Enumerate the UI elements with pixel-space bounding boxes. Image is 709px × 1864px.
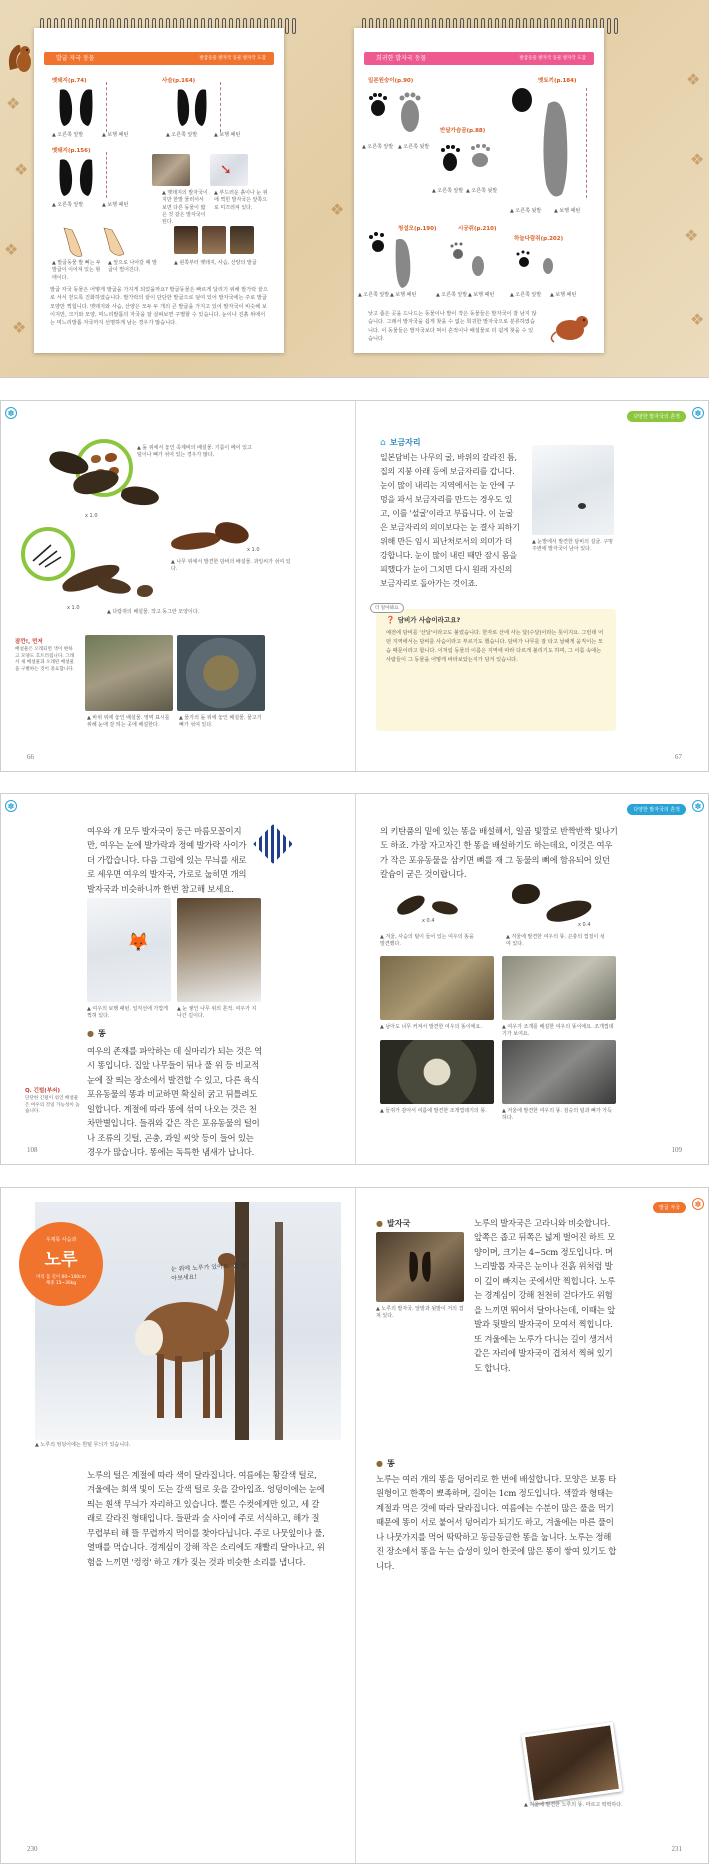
species-label: 반달가슴곰(p.88) — [440, 128, 486, 134]
photo-caption: ▲ 여우가 조개를 배설한 여우의 똥이에요. 조개껍데기가 보여요. — [502, 1024, 614, 1037]
photo-caption: ▲ 겨울에 발견한 여우의 똥. 짐승의 털과 뼈가 가득하다. — [502, 1108, 612, 1121]
pattern-illustration — [253, 824, 293, 864]
scale-label: x 0.4 — [422, 918, 435, 924]
scat-squirrel — [137, 585, 153, 597]
caption: ▲ 앞으로 나아갈 때 발굽이 벌어진다. — [108, 260, 157, 274]
hoof-track-icon — [56, 86, 96, 132]
side-note-body: 배설물은 오래되면 색이 변하고 모양도 흐트러집니다. 그래서 새 배설물과 오래된 배설물을 구별하는 것이 중요합니다. — [15, 647, 75, 672]
side-note-title: Q. 긴털(부쇠) — [25, 1088, 60, 1094]
caption: ▲ 발굽동물 발 뼈는 두 발굽이 이어져 있는 형태이다. — [52, 260, 101, 281]
scat-photo — [522, 1722, 623, 1804]
caption: ▲ 오른쪽 뒷발 — [510, 208, 542, 214]
tip-body: 예전에 담비를 '산달'이라고도 불렀습니다. 한자로 산에 사는 달(수달)이라는 뜻이지요. 그런데 어떤 지역에서는 담비를 사슴이라고 부르기도 했습니다. 담비가 나무를 잘 타고 날쌔게 움직이는 모습 때문이라고 합니다. 이처럼 동물의 이름은 지역에 따라 다르게 불리기도 하며, 그 이름 속에는 사람들이 그 동물을 어떻게 바라보았는지가 담겨 있습니다. — [386, 630, 604, 664]
header-title: 희귀한 발자국 동물 — [376, 55, 427, 62]
scat-icon: ● — [376, 1459, 383, 1468]
gait-pattern — [586, 88, 590, 198]
spread-1 — [0, 0, 709, 378]
photo-caption: ▲ 여우의 보행 패턴. 일직선에 가깝게 찍혀 있다. — [87, 1006, 169, 1019]
fox-icon: 🦊 — [127, 932, 150, 953]
tip-label: 더 알아봐요 — [370, 603, 404, 613]
photo-caption: ▲ 노루의 발자국. 앞발과 뒷발이 거의 겹쳐 있다. — [376, 1306, 464, 1319]
paw-print-icon: ❖ — [686, 70, 701, 89]
species-label: 청설모(p.190) — [398, 226, 437, 232]
spread-2 — [0, 400, 709, 772]
page-number: 230 — [27, 1845, 38, 1853]
scat-photo-rock — [85, 635, 173, 711]
caption: ▲ 오른쪽 앞발 — [52, 202, 84, 208]
section-header — [44, 52, 274, 65]
fox-scat — [512, 884, 540, 904]
scat-photo — [380, 1040, 494, 1104]
caption: ▲ 오른쪽 뒷발 — [466, 188, 498, 194]
species-label: 일본원숭이(p.90) — [368, 78, 414, 84]
header-subtitle: 발굽동물 발자국 동물 발자국 도감 — [519, 56, 586, 61]
scale-label: x 1.0 — [67, 605, 80, 611]
caption: ▲ 오른쪽 앞발 — [52, 132, 84, 138]
photo-caption: ▲ 들쥐가 감아서 여름에 발견한 조개껍데기의 똥. — [380, 1108, 487, 1114]
spread-3 — [0, 793, 709, 1165]
section-title: ● 발자국 — [376, 1219, 411, 1228]
scat-photo — [380, 956, 494, 1020]
badge-subtitle: 우제목 사슴과 — [45, 1237, 77, 1243]
fox-scat — [394, 892, 427, 917]
photo-caption: ▲ 노루의 엉덩이에는 흰털 무늬가 있습니다. — [35, 1442, 131, 1448]
section-header — [364, 52, 594, 65]
section-title: ● 똥 — [376, 1459, 395, 1468]
body-text: 노루의 발자국은 고라니와 비슷합니다. 앞쪽은 좁고 뒤쪽은 넓게 벌어진 하트 모양이며, 크기는 4~5cm 정도입니다. 며느리발톱 자국은 눈이나 진흙 위처럼 발이 깊이 빠지는 곳에서만 찍힙니다. 노루는 경계심이 강해 천천히 걷다가도 위험을 느끼면 뛰어서 달아나는데, 이때는 앞발과 뒷발의 발자국이 모여서 찍힙니다. 또 겨울에는 노루가 다니는 길이 생겨서 같은 자리에 발자국이 겹쳐서 찍혀 있기도 합니다. — [474, 1218, 616, 1373]
species-label: 시궁쥐(p.210) — [458, 226, 497, 232]
footprint-photo — [376, 1232, 464, 1302]
species-label: 사슴(p.164) — [162, 78, 196, 84]
tip-title: ❓ 담비가 사슴이라고요? — [386, 615, 461, 624]
header-title: 발굽 자국 동물 — [56, 55, 95, 62]
photo-caption: ▲ 눈밭에서 발견한 담비의 설굴. 구멍 주변에 발자국이 남아 있다. — [532, 539, 614, 552]
caption: ▲ 왼쪽부터 멧돼지, 사슴, 산양의 발굽 — [174, 260, 257, 266]
scat-weasel — [96, 575, 132, 597]
snow-track-photo — [210, 154, 248, 186]
caption: ▲ 오른쪽 뒷발 — [398, 144, 430, 150]
species-label: 멧돼지(p.74) — [52, 78, 87, 84]
gait-pattern — [106, 152, 116, 198]
paw-print-icon: ❖ — [330, 200, 345, 219]
fox-trail-photo — [177, 898, 261, 1002]
chapter-tab: 다양한 발자국의 흔적 — [627, 804, 686, 815]
photo-caption: ▲ 눈 쌓인 나무 위의 흔적. 여우가 지나간 길이다. — [177, 1006, 257, 1019]
photo-caption: ▲ 겨울에 발견한 노루의 똥. 마르고 딱딱하다. — [524, 1802, 623, 1808]
caption: ▲ 오른쪽 앞발 — [432, 188, 464, 194]
badge-name: 노루 — [44, 1250, 78, 1270]
photo-caption: ▲ 겨울, 사슴의 털이 들어 있는 여우의 똥을 발견했다. — [380, 934, 474, 947]
photo-caption: ▲ 겨울에 발견한 여우의 똥. 곤충의 껍질이 섞여 있다. — [506, 934, 605, 947]
hoof-photo-boar — [174, 226, 198, 254]
paw-track-icon — [504, 84, 594, 208]
page-number: 66 — [27, 753, 34, 761]
species-label: 멧토끼(p.184) — [538, 78, 577, 84]
scat-photo — [502, 956, 616, 1020]
paw-track-icon — [366, 230, 430, 294]
page-number: 231 — [671, 1845, 682, 1853]
page-number: 108 — [27, 1146, 38, 1154]
paw-track-icon — [366, 86, 430, 144]
track-photo — [152, 154, 190, 186]
notebook-page-right — [354, 28, 604, 353]
chapter-tab: 발굽 자국 — [653, 1202, 686, 1213]
caption: ▲ 보행 패턴 — [550, 292, 577, 298]
paw-badge-icon: ✽ — [692, 1198, 704, 1210]
scale-label: x 0.4 — [578, 922, 591, 928]
hoof-track-icon — [174, 86, 210, 132]
caption: ▲ 오른쪽 앞발 — [436, 292, 468, 298]
section-title: ● 똥 — [87, 1029, 106, 1038]
rat-illustration — [550, 308, 594, 348]
species-badge — [19, 1222, 103, 1306]
callout-text: ▲ 돌 위에서 놓인 족제비의 배설물. 기름이 베어 있고 털이나 뼈가 섞여 있는 경우가 많다. — [137, 445, 252, 458]
photo-caption: ▲ 물가의 돌 위에 놓인 배설물. 물고기 뼈가 섞여 있다. — [179, 715, 262, 728]
caption: ▲ 보행 패턴 — [554, 208, 581, 214]
paw-badge-icon: ✽ — [5, 800, 17, 812]
hoof-photo-deer — [202, 226, 226, 254]
caption: ▲ 오른쪽 앞발 — [358, 292, 390, 298]
species-label: 하늘다람쥐(p.202) — [514, 236, 564, 242]
spread-4 — [0, 1187, 709, 1864]
caption: ▲ 오른쪽 앞발 — [362, 144, 394, 150]
fox-track-photo — [87, 898, 171, 1002]
body-text: 노루의 털은 계절에 따라 색이 달라집니다. 여름에는 황갈색 털로, 겨울에는 회색 빛이 도는 갈색 털로 옷을 갈아입죠. 엉덩이에는 눈에 띄는 흰색 무늬가 자리하고 있습니다. 뿔은 수컷에게만 있고, 세 갈래로 갈라진 형태입니다. 들판과 숲 사이에 주로 서식하고, 해가 질 무렵부터 해 뜰 무렵까지 먹이를 찾아다닙니다. 주로 나뭇잎이나 풀, 열매를 먹습니다. 경계심이 강해 작은 소리에도 재빨리 달아나고, 위험을 느끼면 '컹컹' 하고 개가 짖는 것과 비슷한 소리를 냅니다. — [87, 1470, 325, 1567]
paw-badge-icon: ✽ — [692, 800, 704, 812]
paw-print-icon: ❖ — [6, 94, 21, 113]
paw-print-icon: ❖ — [4, 240, 19, 259]
caption: ▲ 부드러운 흙이나 눈 위에 찍힌 발자국은 앞쪽으로 미끄러져 있다. — [214, 190, 268, 211]
scat-photo-water — [177, 635, 265, 711]
notebook-page-left — [34, 28, 284, 353]
hoof-photo-goat — [230, 226, 254, 254]
fox-scat — [431, 899, 459, 917]
badge-spec: 머리 몸 길이 80~100cm — [36, 1275, 86, 1280]
speech-annotation: 눈 위에 노루가 있어요. 잘 찾아보세요! — [170, 1262, 247, 1283]
gait-pattern — [106, 82, 116, 132]
paw-print-icon: ❖ — [690, 150, 705, 169]
paw-badge-icon: ✽ — [692, 407, 704, 419]
scale-label: x 1.0 — [85, 513, 98, 519]
body-text: 일본담비는 나무의 굴, 바위의 갈라진 틈, 집의 지붕 아래 등에 보금자리를 갑니다. 눈이 많이 내리는 지역에서는 눈 안에 구멍을 파서 보금자리를 만드는 경우도 있고, 이를 '설굴'이라고 부릅니다. 이 눈굴은 보금자리의 의미보다는 눈 결사 피하기 위해 만든 임시 피난처로서의 의미가 더 강합니다. 눈이 많이 내린 때만 잠시 몸을 피했다가 눈이 그치면 다시 원래 자신의 보금자리로 돌아가는 것이죠. — [380, 453, 520, 588]
scat-icon: ● — [87, 1029, 94, 1038]
snow-den-photo — [532, 445, 614, 535]
scat-marten — [170, 530, 221, 551]
magnifier-circle — [21, 527, 75, 581]
tip-box — [375, 606, 616, 731]
caption: ▲ 보행 패턴 — [390, 292, 417, 298]
page-109 — [356, 794, 708, 1164]
photo-caption: ▲ 바위 위에 놓인 배설물. 영역 표시를 위해 눈에 잘 띄는 곳에 배설한다. — [87, 715, 170, 728]
caption: ▲ 멧돼지의 발자국이지만 한발 물러서서 보면 다른 동물이 밟은 것 같은 발자국이 된다. — [162, 190, 208, 225]
species-label: 멧돼지(p.156) — [52, 148, 91, 154]
page-108 — [1, 794, 355, 1164]
body-text: 여우의 존재를 파악하는 데 실마리가 되는 것은 역시 똥입니다. 집앞 나무들이 뒤나 풀 위 등 비교적 눈에 잘 띄는 장소에서 발견할 수 있고, 다른 육식 포유동물의 똥과 비교하면 확실히 굵고 뒤틀려도 일합니다. 계절에 따라 똥에 섞여 나오는 것은 천차만별입니다. 들쥐와 같은 작은 포유동물의 털이나 조류의 깃털, 곤충, 과일 씨앗 등이 들어 있는 경우가 많습니다. 똥에는 독특한 냄새가 납니다. — [87, 1046, 263, 1158]
paw-print-icon: ❖ — [12, 318, 27, 337]
callout-text: ▲ 다람쥐의 배설물. 작고 동그란 모양이다. — [107, 609, 200, 615]
page-number: 67 — [675, 753, 682, 761]
caption: ▲ 보행 패턴 — [214, 132, 241, 138]
page-67 — [356, 401, 708, 771]
scat-photo — [502, 1040, 616, 1104]
paw-print-icon: ❖ — [684, 226, 699, 245]
section-title: ⌂ 보금자리 — [380, 437, 421, 448]
side-note-title: 잠깐!, 먼저 — [15, 639, 43, 645]
hoof-track-icon — [56, 156, 96, 202]
header-subtitle: 발굽동물 발자국 동물 발자국 도감 — [199, 56, 266, 61]
caption: ▲ 오른쪽 앞발 — [510, 292, 542, 298]
paw-track-icon — [446, 236, 496, 290]
question-icon: ❓ — [386, 615, 395, 624]
scat-marten — [213, 518, 252, 548]
chapter-tab: 다양한 발자국의 흔적 — [627, 411, 686, 422]
gait-pattern — [220, 82, 230, 132]
intro-text: 의 키탄품의 밑에 있는 똥을 배설해서, 일곱 빛깔로 반짝반짝 빛나기도 하죠. 가장 자고자긴 한 똥을 배설하기도 하는데요, 이것은 여우가 작은 포유동물을 삼키면 뼈를 재 그 동물의 뼈에 함유되어 있던 칼슘이 굳은 것이랍니다. — [380, 826, 618, 880]
footprint-icon: ● — [376, 1219, 383, 1228]
badge-spec: 체중 15~30kg — [45, 1281, 77, 1286]
caption: ▲ 오른쪽 앞발 — [166, 132, 198, 138]
paw-track-icon — [514, 244, 584, 292]
paw-print-icon: ❖ — [14, 160, 29, 179]
page-66 — [1, 401, 355, 771]
paw-track-icon — [438, 136, 498, 190]
side-note — [25, 1086, 81, 1116]
squirrel-illustration — [6, 40, 34, 76]
fox-scat — [545, 897, 594, 924]
page-231 — [356, 1188, 708, 1863]
body-text: 노루는 여러 개의 똥을 덩어리로 한 번에 배설합니다. 모양은 보통 타원형이고 한쪽이 뾰족하며, 길이는 1cm 정도입니다. 색깔과 형태는 계절과 먹은 것에 따라 달라집니다. 여름에는 수분이 많은 풀을 먹기 때문에 똥이 서로 붙어서 덩어리가 되기도 하고, 겨울에는 마른 풀이나 나뭇가지를 먹어 딱딱하고 동글동글한 똥을 눕니다. 노루는 정해진 장소에서 똥을 누는 습성이 있어 한곳에 많은 똥이 쌓여 있기도 합니다. — [376, 1474, 617, 1571]
arrow-icon: ➘ — [220, 162, 232, 178]
callout-text: ▲ 나무 위에서 발견한 담비의 배설물. 과일씨가 섞여 있다. — [171, 559, 291, 572]
house-icon: ⌂ — [380, 437, 386, 448]
body-text: 낮고 좁은 곳을 드나드는 동물이나 발이 작은 동물들은 발자국이 잘 남지 않습니다. 그래서 발자국을 쉽게 찾을 수 없는 희귀한 발자국으로 분류하였습니다. 이 동물들은 발자국보다 먹이 흔적이나 배설물로 더 쉽게 찾을 수 있습니다. — [368, 311, 537, 342]
paw-badge-icon: ✽ — [5, 407, 17, 419]
caption: ▲ 보행 패턴 — [102, 132, 129, 138]
caption: ▲ 보행 패턴 — [468, 292, 495, 298]
scale-label: x 1.0 — [247, 547, 260, 553]
page-230 — [1, 1188, 355, 1863]
paw-print-icon: ❖ — [690, 310, 705, 329]
side-note-body: 단단한 긴털이 섞인 배설물은 여우의 것일 가능성이 높습니다. — [25, 1096, 80, 1115]
body-text: 발굽 자국 동물은 어떻게 발굽을 가지게 되었을까요? 발굽동물은 빠르게 달리기 위해 발가락 끝으로 서서 걷도록 진화하였습니다. 발가락의 끝이 단단한 발굽으로 덮여 있어 발자국에는 주로 발굽 모양만 찍힙니다. 멧돼지와 사슴, 산양은 모두 두 개의 큰 발굽을 가지고 있어 발자국이 비슷해 보이지만, 크기와 모양, 며느리발톱의 자국을 잘 살펴보면 구별할 수 있습니다. 눈이나 진흙 위에서는 며느리발톱 자국까지 선명하게 남는 경우가 많습니다. — [50, 287, 268, 327]
hoof-bone-illustration — [58, 226, 138, 264]
scat-marten — [120, 484, 161, 508]
photo-caption: ▲ 남아도 너무 커져서 발견한 여우의 똥이에요. — [380, 1024, 482, 1030]
intro-text: 여우와 개 모두 발자국이 둥근 마름모꼴이지만, 여우는 눈에 발가락과 정예 발가락 사이가 더 가깝습니다. 다음 그림에 있는 무늬를 새로로 세우면 여우의 발자국, 가로로 눕히면 개의 발자국과 비슷하니까 한번 참고해 보세요. — [87, 826, 247, 894]
page-number: 109 — [671, 1146, 682, 1154]
side-note — [15, 637, 75, 674]
caption: ▲ 보행 패턴 — [102, 202, 129, 208]
